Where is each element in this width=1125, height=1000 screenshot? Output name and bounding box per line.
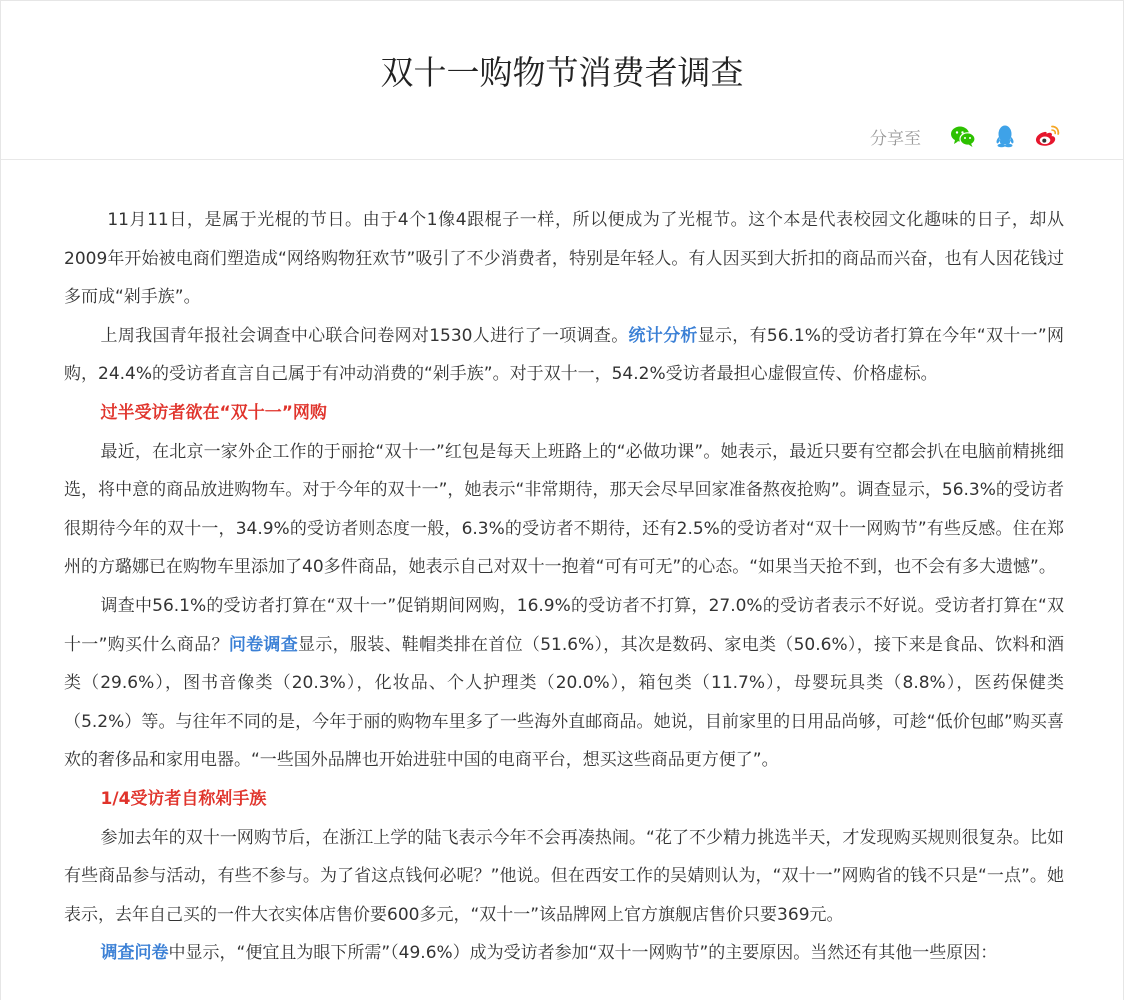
- paragraph-3: 最近，在北京一家外企工作的于丽抢“双十一”红包是每天上班路上的“必做功课”。她表示，最近只要有空都会扒在电脑前精挑细选，将中意的商品放进购物车。对于今年的双十一”，她表示“非常期待，那天会尽早回家准备熬夜抢购”。调查显示，56.3%的受访者很期待今年的双十一，34.9%的受访者则态度一般，6.3%的受访者不期待，还有2.5%的受访者对“双十一网购节”有些反感。住在郑州的方璐娜已在购物车里添加了40多件商品，她表示自己对双十一抱着“可有可无”的心态。“如果当天抢不到，也不会有多大遗憾”。: [64, 441, 1064, 578]
- paragraph-2: [64, 317, 1064, 394]
- share-bar: [870, 119, 1061, 153]
- questionnaire-survey-link[interactable]: 问卷调查: [228, 634, 299, 655]
- paragraph-5: 参加去年的双十一网购节后，在浙江上学的陆飞表示今年不会再凑热闹。“花了不少精力挑选半天，才发现购买规则很复杂。比如有些商品参与活动，有些不参与。为了省这点钱何必呢？”他说。但在西安工作的吴婧则认为，“双十一”网购省的钱不只是“一点”。她表示，去年自己买的一件大衣实体店售价要600多元，“双十一”该品牌网上官方旗舰店售价只要369元。: [64, 827, 1064, 925]
- qq-icon[interactable]: [991, 122, 1019, 150]
- section-heading-2: 1/4受访者自称剁手族: [100, 788, 267, 809]
- statistical-analysis-link[interactable]: 统计分析: [628, 325, 698, 346]
- weibo-icon[interactable]: [1033, 122, 1061, 150]
- paragraph-6-text-b: 中显示，“便宜且为眼下所需”（49.6%）成为受访者参加“双十一网购节”的主要原因。当然还有其他一些原因：: [168, 943, 998, 964]
- survey-questionnaire-link[interactable]: 调查问卷: [100, 943, 169, 964]
- section-heading-1: 过半受访者欲在“双十一”网购: [100, 402, 327, 423]
- paragraph-2-text-b: 显示，有56.1%的受访者打算在今年“双十一”网购，24.4%的受访者直言自己属于有冲动消费的“剁手族”。对于双十一，54.2%受访者最担心虚假宣传、价格虚标。: [64, 325, 1065, 385]
- paragraph-2-text-a: 上周我国青年报社会调查中心联合问卷网对1530人进行了一项调查。: [100, 325, 629, 346]
- wechat-icon[interactable]: [949, 122, 977, 150]
- paragraph-4-text-b: 显示，服装、鞋帽类排在首位（51.6%），其次是数码、家电类（50.6%），接下来是食品、饮料和酒类（29.6%），图书音像类（20.3%），化妆品、个人护理类（20.0%），箱包类（11.7%），母婴玩具类（8.8%），医药保健类（5.2%）等。与往年不同的是，今年于丽的购物车里多了一些海外直邮商品。她说，目前家里的日用品尚够，可趁“低价包邮”购买喜欢的奢侈品和家用电器。“一些国外品牌也开始进驻中国的电商平台，想买这些商品更方便了”。: [64, 634, 1065, 771]
- paragraph-1: 11月11日，是属于光棍的节日。由于4个1像4跟棍子一样，所以便成为了光棍节。这个本是代表校园文化趣味的日子，却从2009年开始被电商们塑造成“网络购物狂欢节”吸引了不少消费者，特别是年轻人。有人因买到大折扣的商品而兴奋，也有人因花钱过多而成“剁手族”。: [64, 210, 1064, 308]
- paragraph-4: [64, 587, 1064, 780]
- article-header: [1, 1, 1123, 160]
- paragraph-6: [64, 934, 1064, 973]
- article-content: [64, 201, 1064, 973]
- paragraph-4-text-a: 调查中56.1%的受访者打算在“双十一”促销期间网购，16.9%的受访者不打算，27.0%的受访者表示不好说。受访者打算在“双十一”购买什么商品？: [64, 595, 1064, 655]
- article-title: 双十一购物节消费者调查: [380, 53, 744, 92]
- share-label: 分享至: [870, 128, 921, 149]
